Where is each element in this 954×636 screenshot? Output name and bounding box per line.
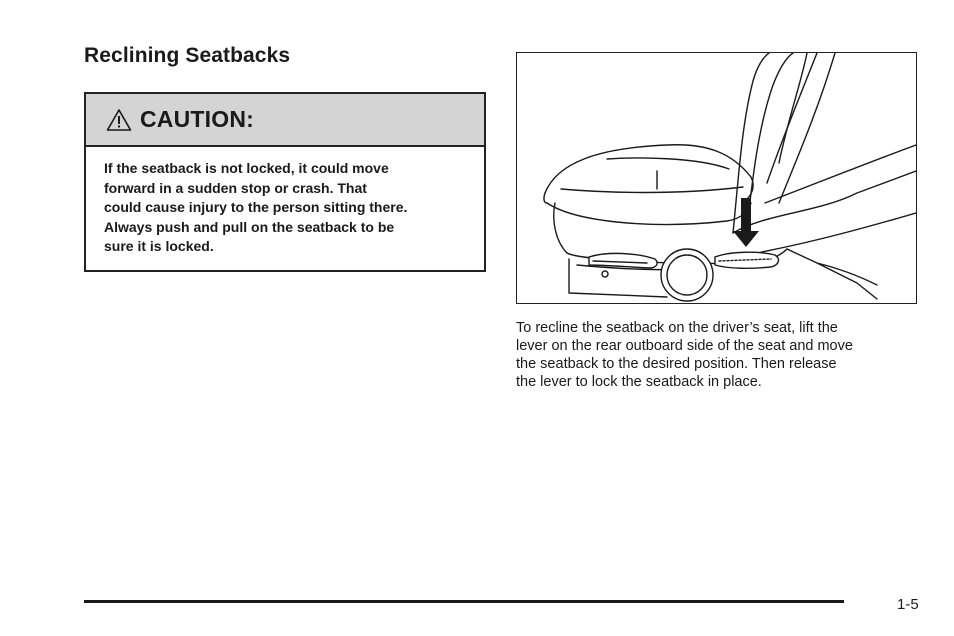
warning-triangle-icon bbox=[106, 108, 132, 132]
seat-illustration bbox=[517, 53, 916, 303]
footer-rule bbox=[84, 600, 844, 603]
caption-line: To recline the seatback on the driver’s seat, lift the bbox=[516, 320, 838, 336]
caption-line: lever on the rear outboard side of the seat and move bbox=[516, 338, 853, 354]
caution-box bbox=[84, 92, 486, 272]
caption-text bbox=[516, 319, 906, 391]
section-heading: Reclining Seatbacks bbox=[84, 44, 291, 67]
caution-line: If the seatback is not locked, it could move bbox=[104, 160, 389, 176]
seat-illustration-figure bbox=[516, 52, 917, 304]
caution-title: CAUTION: bbox=[140, 106, 255, 132]
caption-line: the lever to lock the seatback in place. bbox=[516, 374, 762, 390]
caution-line: sure it is locked. bbox=[104, 238, 214, 254]
caution-header bbox=[86, 94, 484, 147]
caution-text bbox=[86, 147, 484, 257]
caution-line: forward in a sudden stop or crash. That bbox=[104, 179, 367, 196]
page-number: 1-5 bbox=[897, 596, 919, 613]
caution-line: could cause injury to the person sitting there. bbox=[104, 199, 408, 215]
caution-line: Always push and pull on the seatback to be bbox=[104, 218, 395, 235]
caption-line: the seatback to the desired position. Then release bbox=[516, 356, 837, 372]
